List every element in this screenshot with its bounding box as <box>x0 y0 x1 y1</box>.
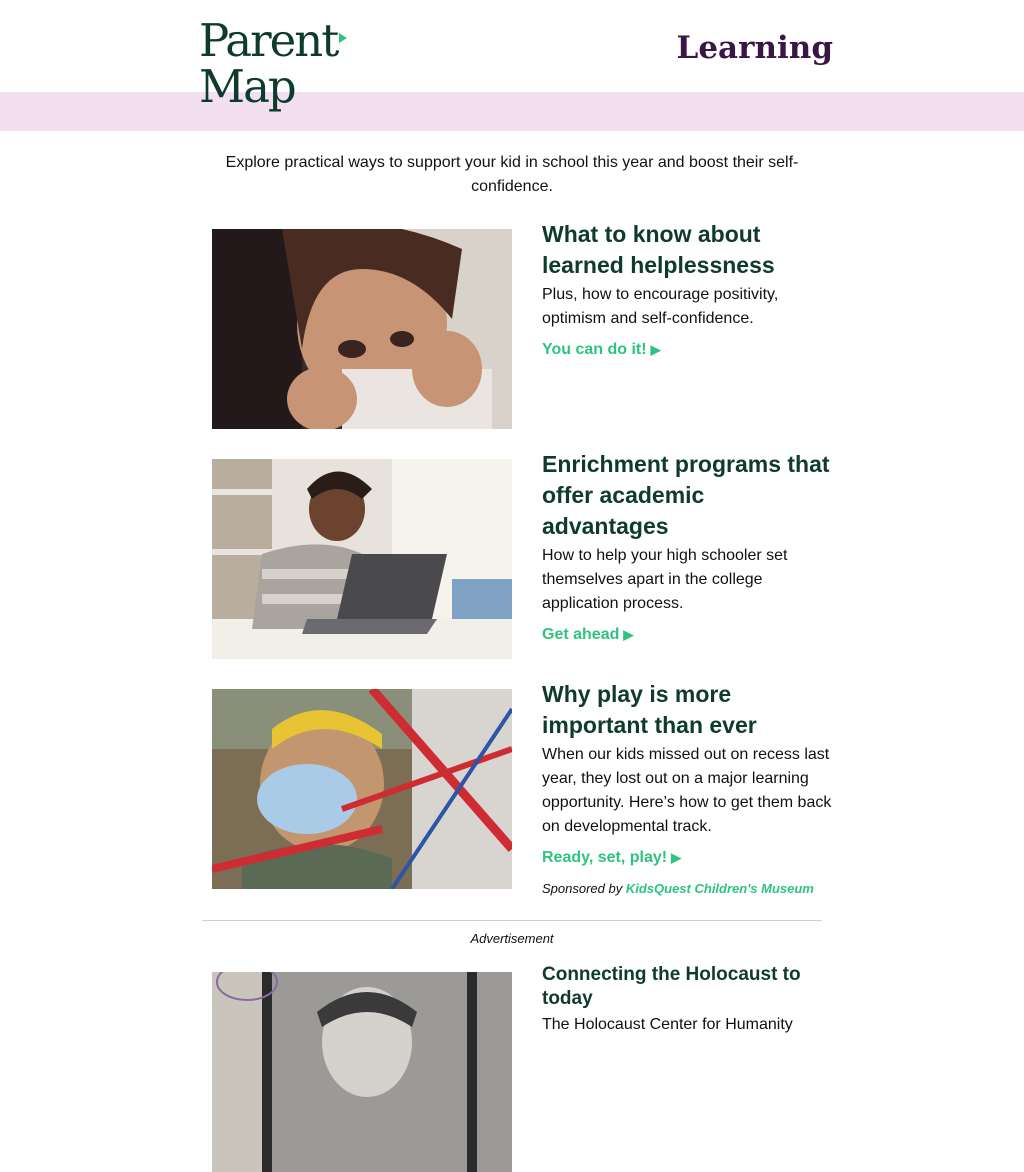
cta-label: You can do it! <box>542 341 647 358</box>
article-description: When our kids missed out on recess last year, they lost out on a major learning opportunity. Here’s how to get them back on developmental track. <box>542 746 832 835</box>
ad-headline[interactable]: Connecting the Holocaust to today <box>542 964 801 1009</box>
play-arrow-icon: ▶ <box>650 342 661 357</box>
article-description: How to help your high schooler set themselves apart in the college application process. <box>542 547 788 612</box>
email-header <box>0 0 1024 113</box>
logo-line1: Parent <box>199 14 338 67</box>
play-arrow-icon: ▶ <box>671 850 682 865</box>
sponsor-link[interactable]: KidsQuest Children's Museum <box>625 881 814 896</box>
sponsor-prefix: Sponsored by <box>542 881 623 896</box>
section-title: Learning <box>676 30 833 66</box>
play-triangle-icon <box>339 33 347 43</box>
article-cta-link[interactable] <box>542 341 661 359</box>
article-headline[interactable]: Why play is more important than ever <box>542 681 757 738</box>
article-headline[interactable]: Enrichment programs that offer academic advantages <box>542 451 830 539</box>
logo-line2: Map <box>199 60 295 113</box>
article-headline[interactable]: What to know about learned helplessness <box>542 221 775 278</box>
ad-description: The Holocaust Center for Humanity <box>542 1016 793 1033</box>
intro-text: Explore practical ways to support your kid in school this year and boost their self-confidence. <box>225 154 799 195</box>
article-image-teen-laptop[interactable] <box>212 459 512 659</box>
article-description: Plus, how to encourage positivity, optimism and self-confidence. <box>542 286 779 327</box>
parentmap-logo[interactable] <box>199 14 349 118</box>
section-divider <box>202 920 822 921</box>
pink-banner <box>0 92 1024 131</box>
advertisement-label: Advertisement <box>470 931 554 946</box>
cta-label: Get ahead <box>542 626 620 643</box>
article-cta-link[interactable] <box>542 849 681 867</box>
cta-label: Ready, set, play! <box>542 849 668 866</box>
article-cta-link[interactable] <box>542 626 633 644</box>
ad-image-historic-photo[interactable] <box>212 972 512 1172</box>
article-image-girl-thinking[interactable] <box>212 229 512 429</box>
sponsor-line <box>542 881 832 896</box>
play-arrow-icon: ▶ <box>623 627 634 642</box>
article-image-kid-playground[interactable] <box>212 689 512 889</box>
